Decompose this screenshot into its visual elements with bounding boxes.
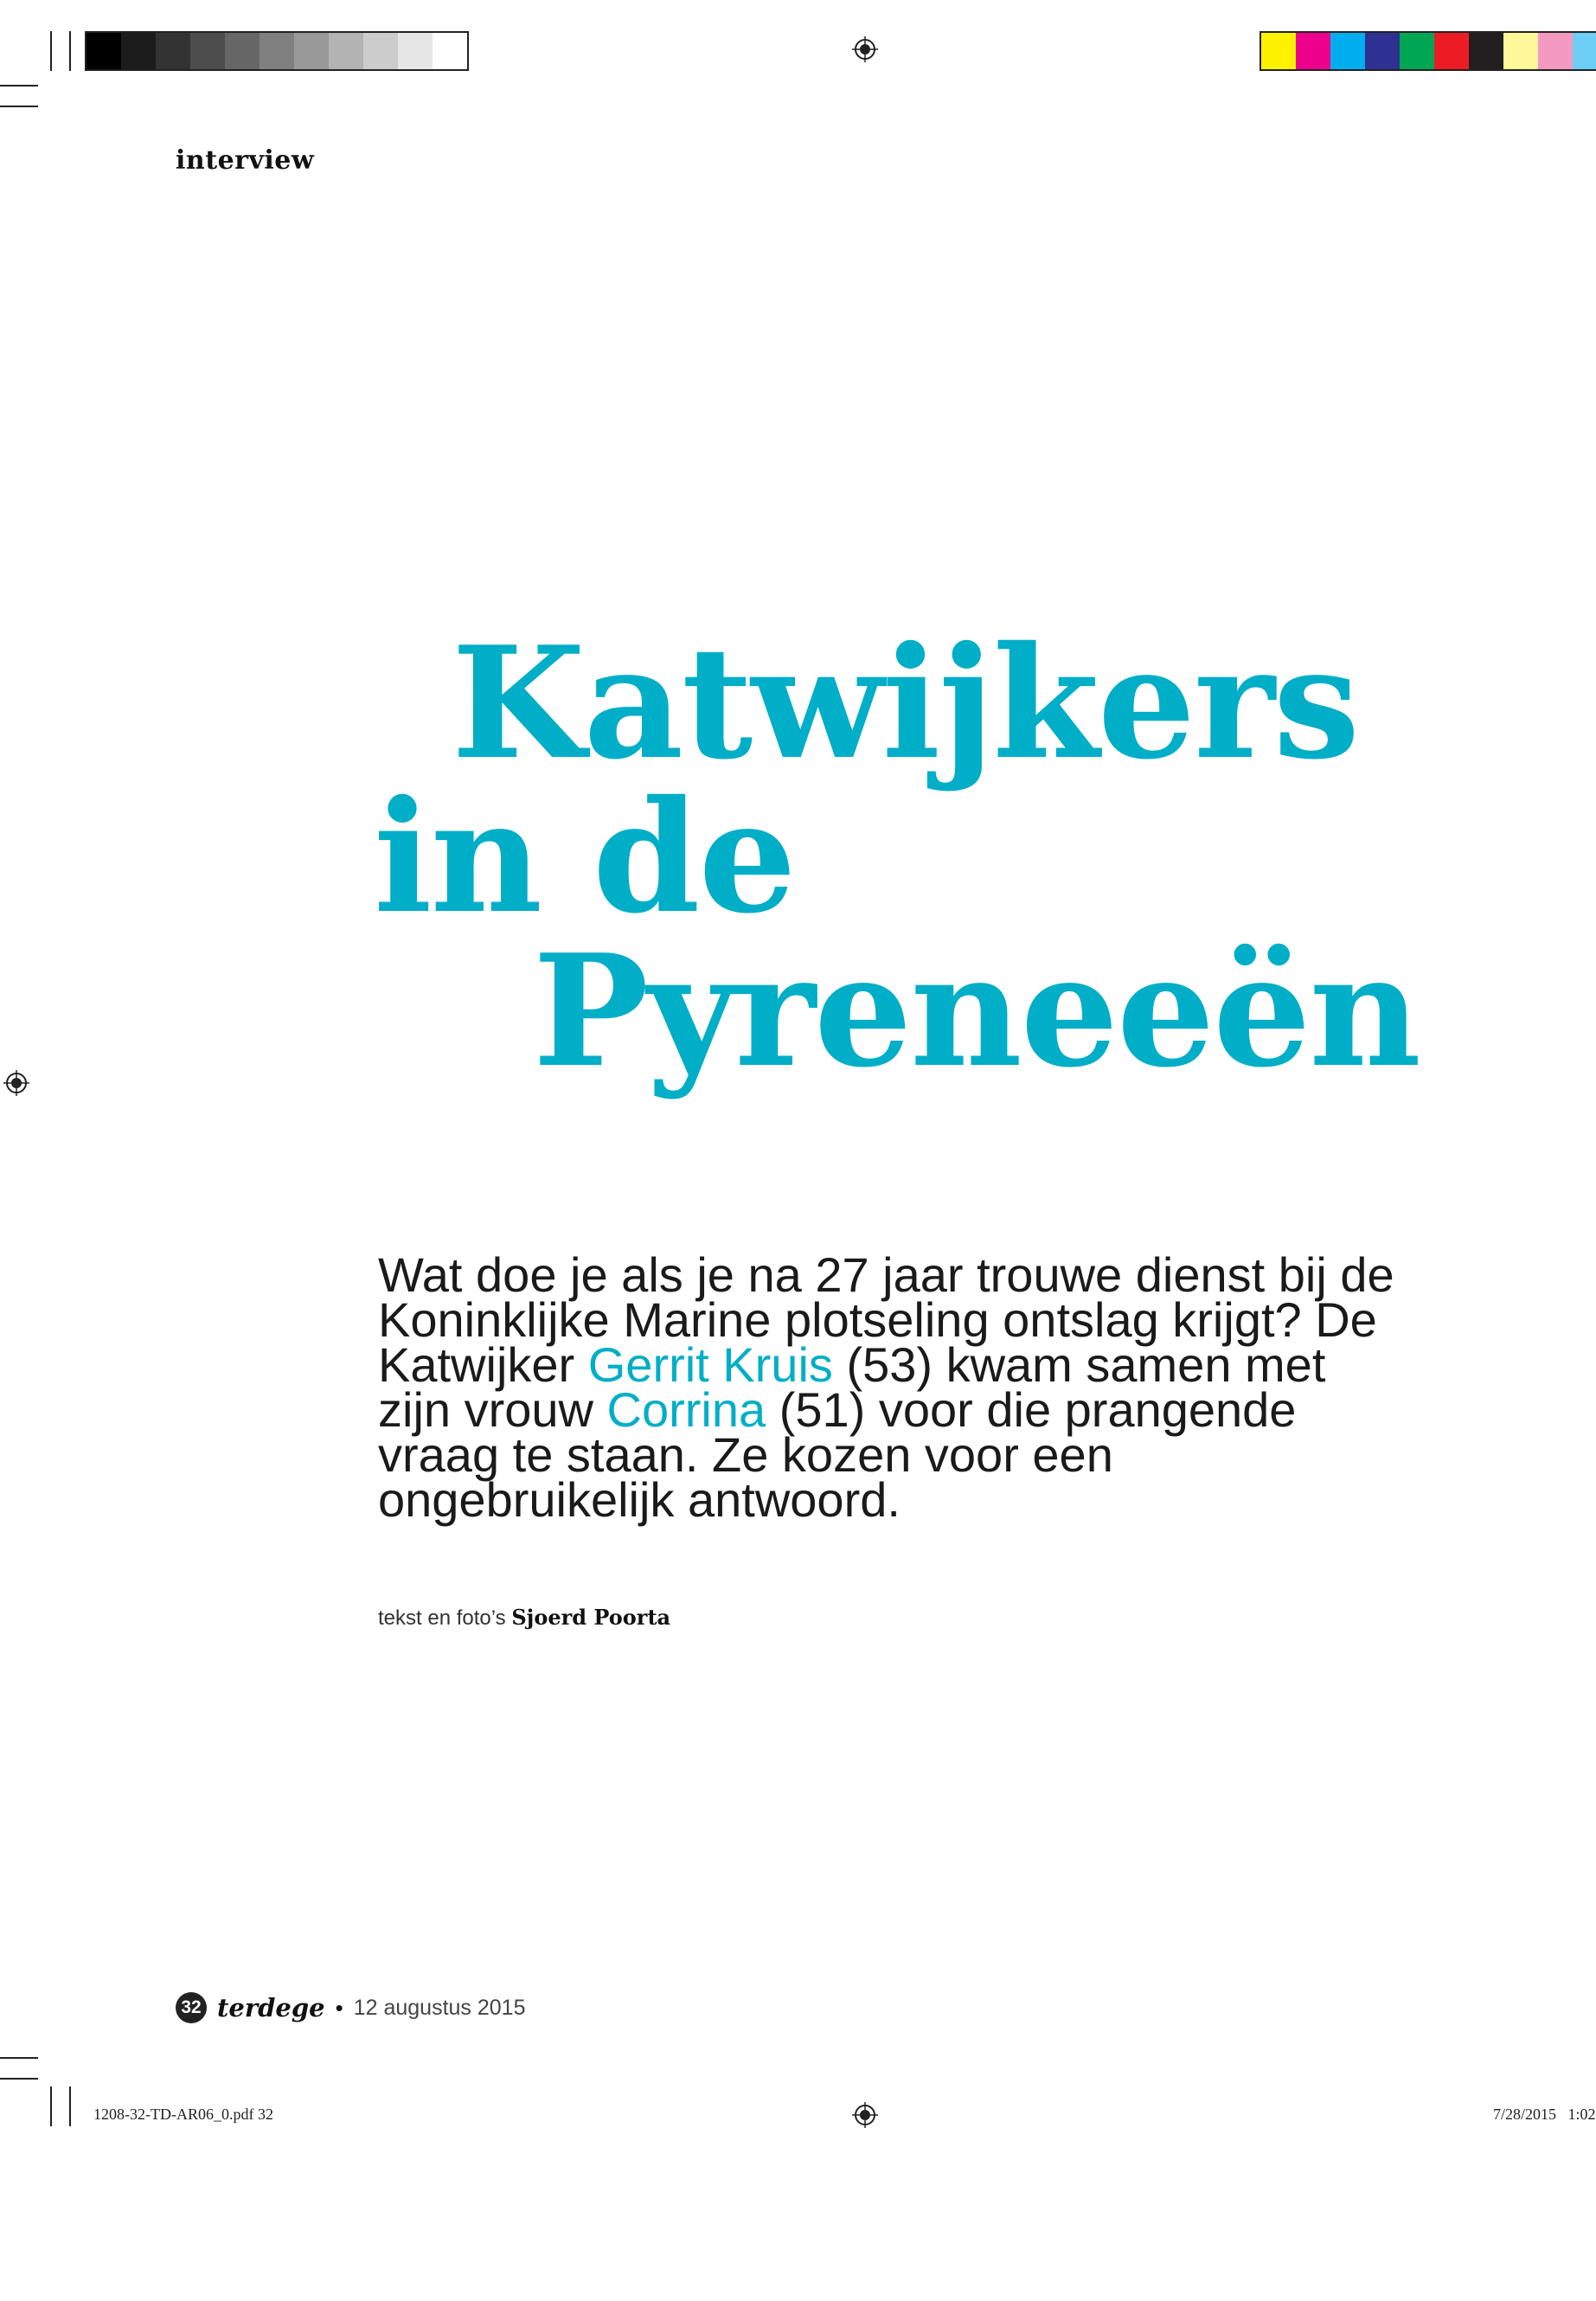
gray-swatch (190, 33, 225, 69)
article-intro (378, 1247, 1399, 1527)
article-title-line-1: Katwijkers (452, 612, 1359, 793)
color-swatch (1503, 33, 1538, 69)
page-number: 32 (176, 1992, 207, 2023)
color-swatch (1400, 33, 1434, 69)
registration-mark-icon (852, 2102, 878, 2128)
byline-author: Sjoerd Poorta (511, 1605, 671, 1630)
crop-mark (0, 106, 38, 107)
color-calibration-strip (1259, 31, 1596, 71)
print-file-slug: 1208-32-TD-AR06_0.pdf 32 (93, 2106, 273, 2123)
intro-text: Wat doe je als je na 27 jaar trouwe dienst bij de Koninklijke Marine plotseling ontslag krijgt? De Katwijker (378, 1247, 1394, 1392)
crop-mark (0, 2078, 38, 2080)
gray-swatch (329, 33, 363, 69)
crop-mark (0, 85, 38, 87)
gray-swatch (156, 33, 190, 69)
gray-swatch (225, 33, 260, 69)
page-footer (176, 1992, 525, 2023)
color-swatch (1296, 33, 1330, 69)
byline-prefix: tekst en foto’s (378, 1606, 512, 1630)
byline (378, 1605, 670, 1631)
section-label: interview (176, 145, 315, 176)
article-title-line-3: Pyreneeën (533, 920, 1420, 1101)
registration-mark-icon (852, 36, 878, 62)
intro-text: (51) voor die prangende vraag te staan. Ze kozen voor een ongebruikelijk antwoord. (378, 1382, 1297, 1527)
color-swatch (1538, 33, 1573, 69)
person-name-gerrit: Gerrit Kruis (587, 1337, 833, 1392)
color-swatch (1573, 33, 1596, 69)
color-swatch (1261, 33, 1296, 69)
gray-swatch (398, 33, 433, 69)
crop-mark (0, 2057, 38, 2059)
intro-text: (53) kwam samen met zijn vrouw (378, 1337, 1326, 1437)
crop-mark (69, 31, 71, 71)
person-name-corrina: Corrina (606, 1382, 766, 1437)
article-title-line-2: in de (374, 766, 795, 947)
color-swatch (1469, 33, 1503, 69)
registration-mark-icon (3, 1070, 29, 1096)
gray-swatch (433, 33, 467, 69)
gray-swatch (294, 33, 329, 69)
crop-mark (50, 2086, 52, 2126)
gray-calibration-strip (85, 31, 469, 71)
gray-swatch (363, 33, 398, 69)
magazine-brand: terdege (217, 1993, 325, 2022)
gray-swatch (87, 33, 121, 69)
print-timestamp: 7/28/2015 1:02 (1493, 2106, 1596, 2123)
color-swatch (1330, 33, 1365, 69)
color-swatch (1365, 33, 1400, 69)
gray-swatch (260, 33, 294, 69)
crop-mark (50, 31, 52, 71)
footer-separator: • (335, 1994, 343, 2021)
crop-mark (69, 2086, 71, 2126)
gray-swatch (121, 33, 156, 69)
issue-date: 12 augustus 2015 (353, 1995, 526, 2020)
color-swatch (1434, 33, 1469, 69)
